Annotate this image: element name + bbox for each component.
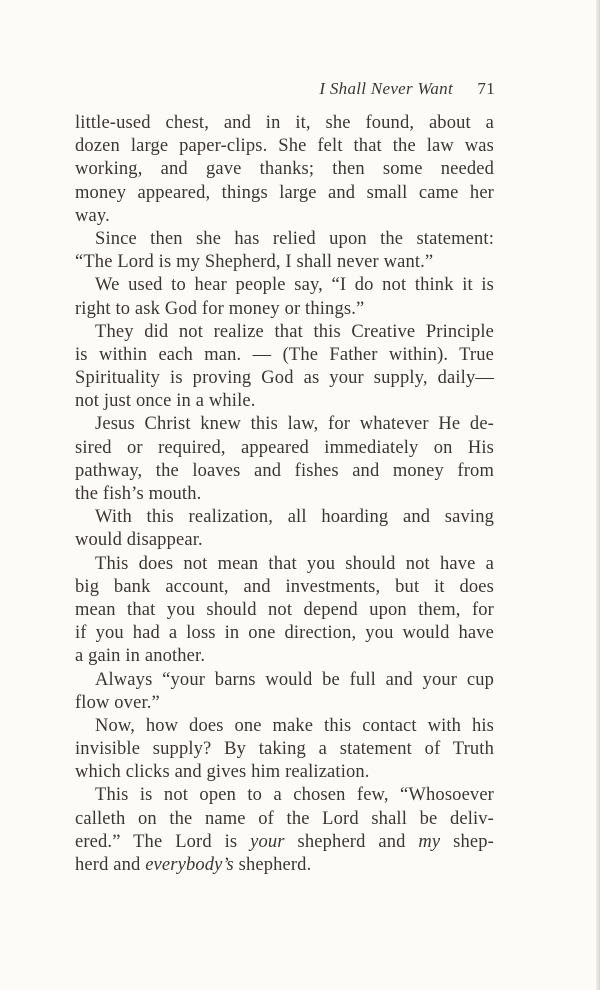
text-line xyxy=(75,437,494,460)
text-line xyxy=(75,205,494,228)
text-segment: We used to hear people say, “I do not think it is xyxy=(95,275,494,296)
text-line xyxy=(75,854,494,877)
text-segment: mean that you should not depend upon them, for xyxy=(75,599,494,620)
text-line xyxy=(75,251,494,274)
text-segment: Jesus Christ knew this law, for whatever He de- xyxy=(95,414,494,435)
text-segment: a gain in another. xyxy=(75,646,206,667)
text-segment: big bank account, and investments, but it does xyxy=(75,576,494,597)
text-line xyxy=(75,298,494,321)
text-line xyxy=(75,622,494,645)
text-segment: right to ask God for money or things.” xyxy=(75,298,365,319)
text-segment: the fish’s mouth. xyxy=(75,484,202,504)
text-line xyxy=(75,460,494,483)
text-segment: This is not open to a chosen few, “Whosoever xyxy=(95,785,494,806)
text-segment: little-used chest, and in it, she found, about a xyxy=(75,113,494,133)
text-line xyxy=(75,645,494,668)
text-line xyxy=(75,529,494,552)
text-segment: They did not realize that this Creative Principle xyxy=(95,321,494,342)
text-segment: if you had a loss in one direction, you would have xyxy=(75,623,494,644)
running-header xyxy=(300,79,495,103)
text-segment: is within each man. — (The Father within). True xyxy=(75,344,494,365)
text-segment: Spirituality is proving God as your supply, daily— xyxy=(75,368,494,389)
text-line xyxy=(75,831,494,854)
text-segment: way. xyxy=(75,205,110,226)
text-line xyxy=(75,553,494,576)
text-segment: Always “your barns would be full and your cup xyxy=(95,669,494,690)
text-line xyxy=(75,483,494,506)
text-line xyxy=(75,158,494,181)
text-segment: flow over.” xyxy=(75,692,160,713)
text-segment: shep- xyxy=(440,831,494,852)
text-segment: shepherd. xyxy=(233,855,312,875)
text-segment: herd and xyxy=(75,855,146,875)
text-line xyxy=(75,135,494,158)
text-line xyxy=(75,808,494,831)
text-segment: shepherd and xyxy=(284,831,419,852)
text-line xyxy=(75,344,494,367)
text-line xyxy=(75,367,494,390)
text-line xyxy=(75,738,494,761)
text-line xyxy=(75,390,494,413)
italic-text: your xyxy=(250,831,285,852)
text-line xyxy=(75,112,494,135)
text-line xyxy=(75,506,494,529)
text-segment: pathway, the loaves and fishes and money from xyxy=(75,460,494,481)
text-line xyxy=(75,761,494,784)
text-segment: working, and gave thanks; then some needed xyxy=(75,159,494,180)
running-title: I Shall Never Want xyxy=(319,79,453,98)
text-segment: would disappear. xyxy=(75,530,203,551)
text-segment: sired or required, appeared immediately on His xyxy=(75,437,494,458)
italic-text: everybody’s xyxy=(145,855,234,875)
text-line xyxy=(75,784,494,807)
text-segment: Since then she has relied upon the statement: xyxy=(95,228,494,249)
text-segment: “The Lord is my Shepherd, I shall never want.” xyxy=(75,252,434,273)
text-line xyxy=(75,228,494,251)
text-segment: This does not mean that you should not have a xyxy=(95,553,494,574)
page-edge xyxy=(596,0,600,990)
italic-text: my xyxy=(418,831,441,852)
text-line xyxy=(75,599,494,622)
text-line xyxy=(75,274,494,297)
text-segment: ered.” The Lord is xyxy=(75,831,251,852)
page-number: 71 xyxy=(477,79,495,98)
text-segment: calleth on the name of the Lord shall be deliv- xyxy=(75,808,494,829)
text-line xyxy=(75,413,494,436)
text-line xyxy=(75,692,494,715)
text-line xyxy=(75,182,494,205)
text-line xyxy=(75,321,494,344)
text-segment: Now, how does one make this contact with his xyxy=(95,715,494,736)
text-segment: which clicks and gives him realization. xyxy=(75,762,370,783)
text-segment: invisible supply? By taking a statement of Truth xyxy=(75,739,494,760)
text-line xyxy=(75,576,494,599)
text-line xyxy=(75,715,494,738)
text-segment: dozen large paper-clips. She felt that the law was xyxy=(75,136,494,157)
body-text xyxy=(75,112,494,877)
text-segment: not just once in a while. xyxy=(75,391,256,412)
text-segment: money appeared, things large and small came her xyxy=(75,182,494,203)
text-line xyxy=(75,669,494,692)
text-segment: With this realization, all hoarding and saving xyxy=(95,507,494,528)
